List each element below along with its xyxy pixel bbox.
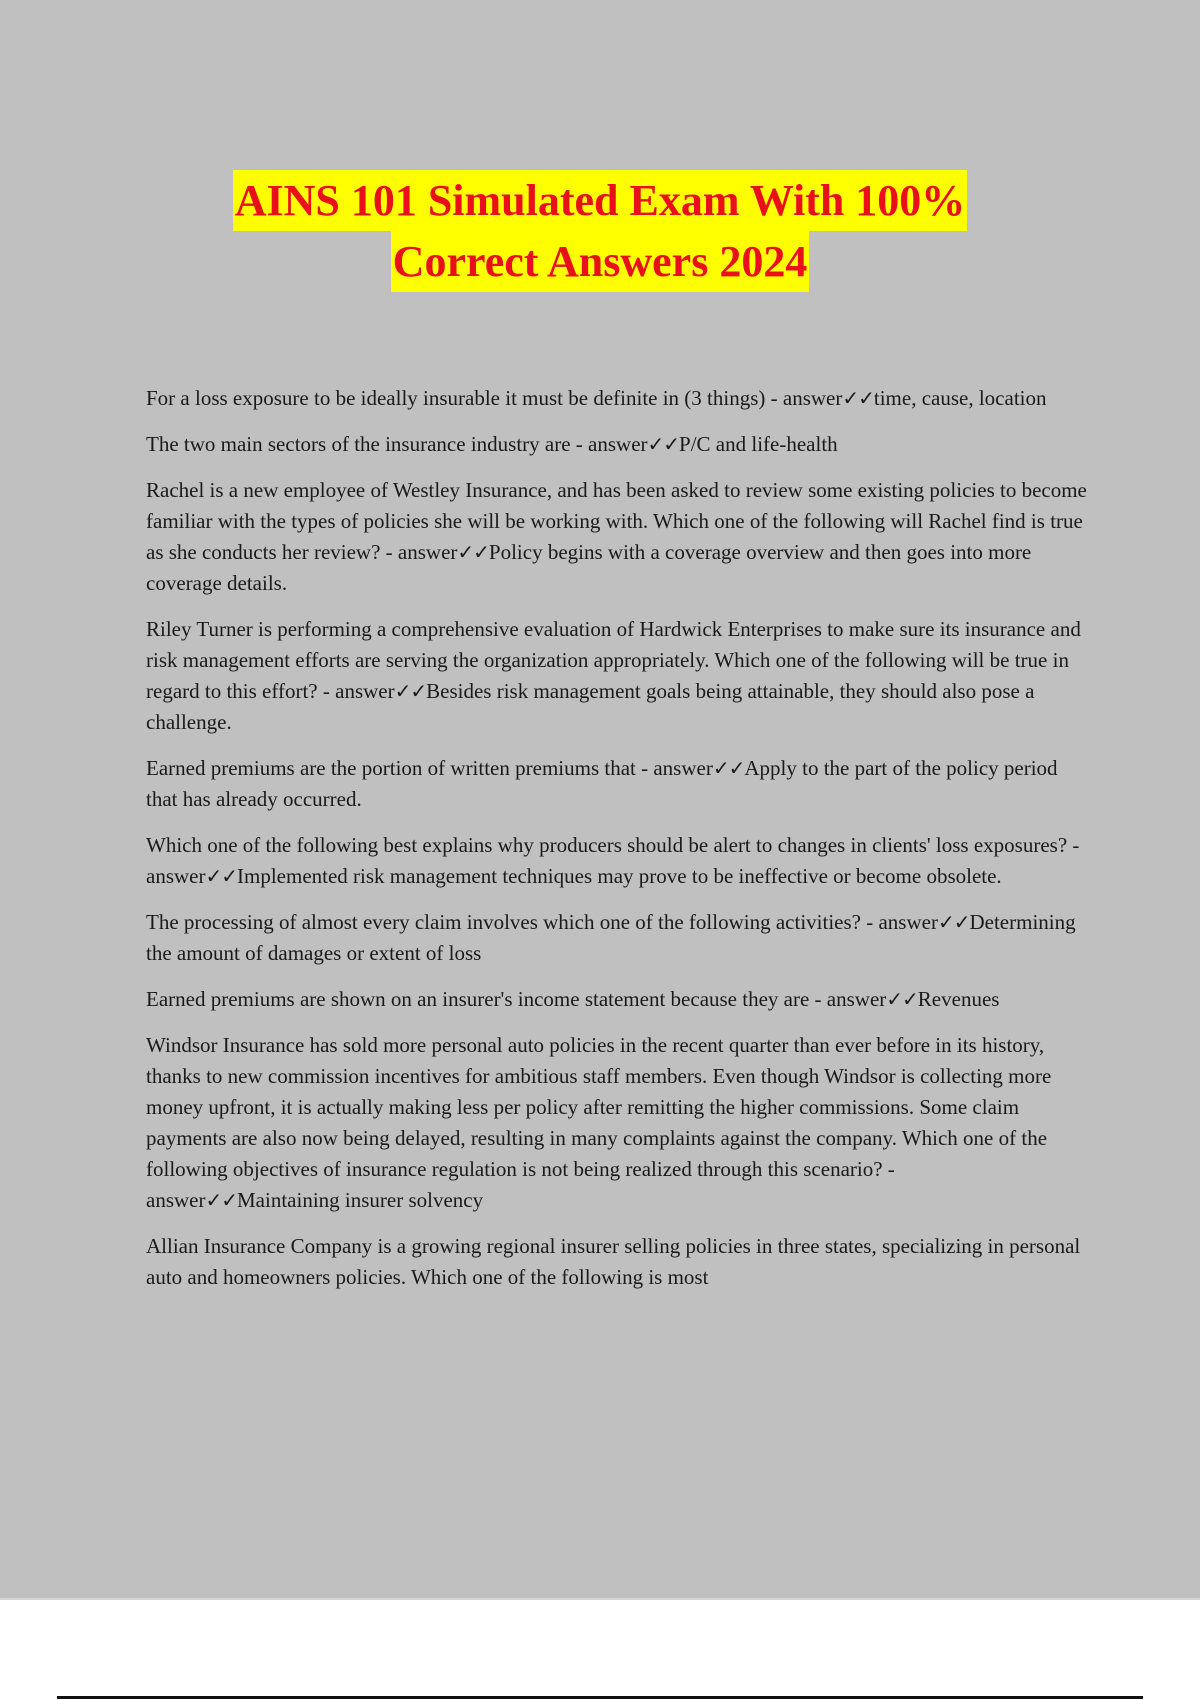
question-text: Earned premiums are the portion of written premiums that -	[146, 756, 654, 780]
answer-label: answer	[878, 910, 938, 934]
page-divider-line	[57, 1696, 1143, 1699]
question-text: Rachel is a new employee of Westley Insurance, and has been asked to review some existing policies to become familiar with the types of policies she will be working with. Which one of the following will Rachel find is true as she conducts her review? -	[146, 478, 1087, 564]
question-text: Allian Insurance Company is a growing regional insurer selling policies in three states, specializing in personal auto and homeowners policies. Which one of the following is most	[146, 1234, 1081, 1289]
double-check-icon: ✓✓	[937, 910, 970, 934]
qa-item	[146, 429, 1091, 460]
title-line-2: Correct Answers 2024	[391, 231, 810, 292]
qa-item	[146, 907, 1091, 969]
answer-label: answer	[397, 540, 458, 564]
answer-text: Policy begins with a coverage overview and then goes into more coverage details.	[146, 540, 1032, 595]
answer-text: Implemented risk management techniques may prove to be ineffective or become obsolete.	[237, 864, 1002, 888]
answer-text: Apply to the part of the policy period that has already occurred.	[146, 756, 1058, 811]
question-text: Earned premiums are shown on an insurer's income statement because they are -	[146, 987, 827, 1011]
qa-item	[146, 753, 1091, 815]
next-page-area	[0, 1600, 1200, 1700]
answer-label: answer	[588, 432, 648, 456]
answer-text: Determining the amount of damages or extent of loss	[146, 910, 1076, 965]
answer-text: Maintaining insurer solvency	[237, 1188, 484, 1212]
double-check-icon: ✓✓	[457, 540, 489, 564]
question-text: The processing of almost every claim involves which one of the following activities? -	[146, 910, 879, 934]
question-text: For a loss exposure to be ideally insurable it must be definite in (3 things) -	[146, 386, 783, 410]
answer-text: Revenues	[917, 987, 1000, 1011]
double-check-icon: ✓✓	[842, 386, 874, 410]
answer-label: answer	[146, 864, 206, 888]
qa-item	[146, 475, 1091, 599]
qa-list	[146, 383, 1091, 1308]
answer-label: answer	[653, 756, 713, 780]
answer-text: Besides risk management goals being attainable, they should also pose a challenge.	[146, 679, 1035, 734]
answer-label: answer	[782, 386, 843, 410]
qa-item-truncated	[146, 1231, 1091, 1293]
answer-label: answer	[146, 1188, 206, 1212]
question-text: Riley Turner is performing a comprehensive evaluation of Hardwick Enterprises to make sure its insurance and risk management efforts are serving the organization appropriately. Which one of the following will be true in regard to this effort? -	[146, 617, 1081, 703]
double-check-icon: ✓✓	[205, 864, 237, 888]
question-text: The two main sectors of the insurance industry are -	[146, 432, 589, 456]
qa-item	[146, 1030, 1091, 1216]
qa-item	[146, 383, 1091, 414]
double-check-icon: ✓✓	[712, 756, 745, 780]
double-check-icon: ✓✓	[886, 987, 918, 1011]
title-line-1: AINS 101 Simulated Exam With 100%	[233, 170, 968, 231]
qa-item	[146, 614, 1091, 738]
answer-label: answer	[826, 987, 887, 1011]
double-check-icon: ✓✓	[394, 679, 427, 703]
double-check-icon: ✓✓	[205, 1188, 237, 1212]
question-text: Which one of the following best explains why producers should be alert to changes in clients' loss exposures? -	[146, 833, 1080, 857]
document-title	[0, 170, 1200, 292]
answer-text: time, cause, location	[873, 386, 1047, 410]
answer-label: answer	[335, 679, 395, 703]
question-text: Windsor Insurance has sold more personal auto policies in the recent quarter than ever before in its history, thanks to new commission incentives for ambitious staff members. Even though Windsor is collecting more money upfront, it is actually making less per policy after remitting the higher commissions. Some claim payments are also now being delayed, resulting in many complaints against the company. Which one of the following objectives of insurance regulation is not being realized through this scenario? -	[146, 1033, 1052, 1181]
qa-item	[146, 830, 1091, 892]
double-check-icon: ✓✓	[647, 432, 680, 456]
qa-item	[146, 984, 1091, 1015]
answer-text: P/C and life-health	[679, 432, 838, 456]
